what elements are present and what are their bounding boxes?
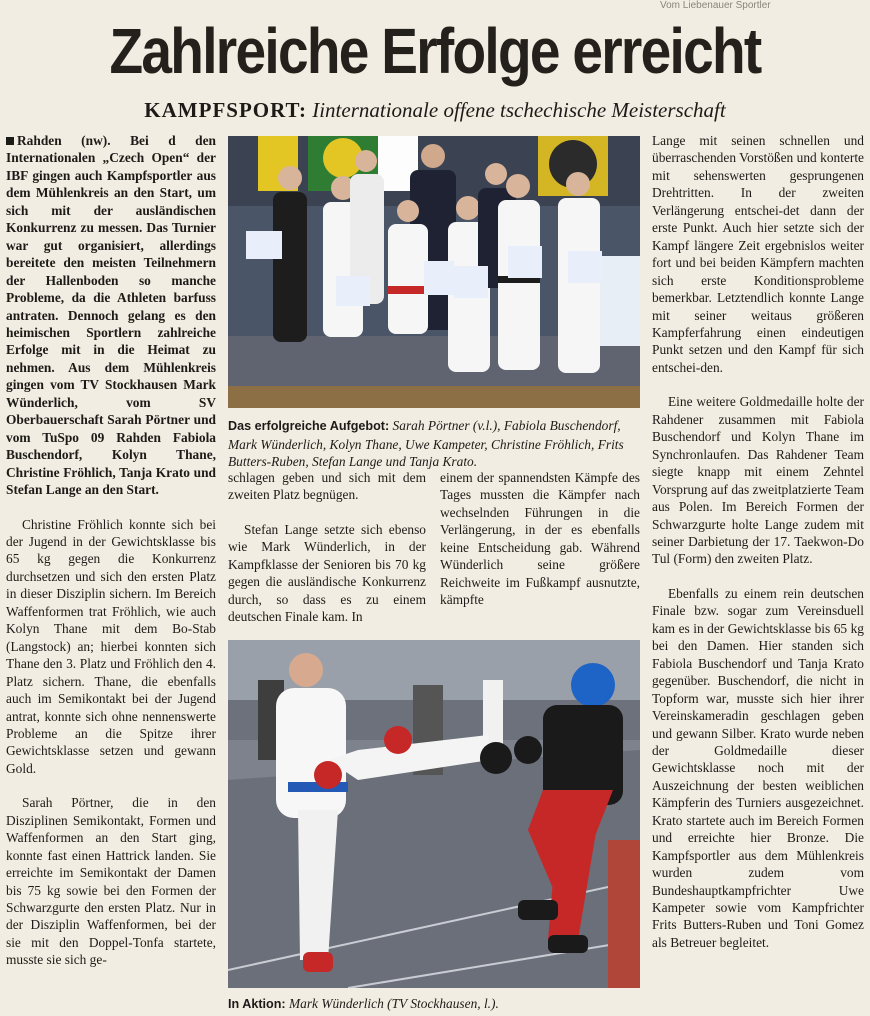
article-column-1	[6, 132, 216, 969]
caption-text: Mark Wünderlich (TV Stockhausen, l.).	[288, 996, 499, 1011]
article-column-4	[652, 132, 864, 951]
article-column-3	[440, 469, 640, 609]
paragraph: Christine Fröhlich konnte sich bei der Jugend in der Gewichtsklasse bis 65 kg gegen die Konkurrenz durchsetzen und sich den ersten Platz in dieser Disziplin sichern. Im Bereich Waffenformen trat Fröhlich, wie auch Kolyn Thane mit dem Bo-Stab (Langstock) an; hierbei konnten sich Thane den 3. Platz und Fröhlich den 4. Platz sichern. Thane, die ebenfalls auch im Semikontakt bei der Jugend antrat, konnte sich ohne nennenswerte Probleme an die Spitze ihrer Gewichtsklasse setzen und gewann Gold.	[6, 516, 216, 776]
subhead	[0, 96, 870, 124]
paragraph: Ebenfalls zu einem rein deutschen Finale bzw. sogar zum Vereinsduell kam es in der Gewichtsklasse bis 65 kg bei den Damen. Hier standen sich Fabiola Buschendorf und Tanja Krato gegenüber. Buschendorf, die nicht in Topform war, musste sich hier ihrer Vereinskameradin geschlagen geben und gewann Silber. Krato wurde neben der Goldmedaille dieser Gewichtsklasse noch mit der Auszeichnung der besten weiblichen Kämpferin des Turniers ausgezeichnet. Krato startete auch im Bereich Formen und erreichte hier Bronze. Die Kampfsportler aus dem Mühlenkreis wurden zudem vom Bundeshauptkampfrichter Uwe Kampeter sowie vom Kampfrichter Frits Butters-Ruben und Toni Gomez als Betreuer begleitet.	[652, 585, 864, 950]
article-column-2	[228, 469, 426, 626]
top-strip: Vom Liebenauer Sportler	[660, 0, 771, 11]
subhead-text: Iinternationale offene tschechische Meisterschaft	[312, 98, 726, 122]
paragraph: Stefan Lange setzte sich ebenso wie Mark Wünderlich, in der Kampfklasse der Senioren bis 70 kg gegen die ausländische Konkurrenz durch, so dass es zu einem deutschen Finale kam. In	[228, 521, 426, 625]
lead-text: Rahden (nw). Bei d den Internationalen „Czech Open“ der IBF gingen auch Kampfsportler aus dem Mühlenkreis an den Start, um sich mit der ausländischen Konkurrenz zu messen. Das Turnier war gut organisiert, allerdings bereitete den meisten Teilnehmern der Hallenboden so manche Probleme, da die Athleten barfuss antraten. Dennoch gelang es den heimischen Sportlern zahlreiche Erfolge mit in die Heimat zu nehmen. Aus dem Mühlenkreis gingen vom TV Stockhausen Mark Wünderlich, vom SV Oberbauerschaft Sarah Pörtner und vom TuSpo 09 Rahden Fabiola Buschendorf, Kolyn Thane, Christine Fröhlich, Tanja Krato und Stefan Lange an den Start.	[6, 133, 216, 498]
subhead-kicker: KAMPFSPORT:	[144, 98, 307, 122]
lead-paragraph	[6, 132, 216, 499]
headline: Zahlreiche Erfolge erreicht	[109, 15, 761, 87]
action-photo-caption	[228, 995, 640, 1014]
paragraph: Sarah Pörtner, die in den Disziplinen Semikontakt, Formen und Waffenformen an den Start ging, konnte fast einen Hattrick landen. Sie erreichte im Semikontakt der Damen bis 75 kg sowie bei den Formen der Schwarzgurte den ersten Platz. Nur in der Disziplin Waffenformen, bei der sie mit den Doppel-Tonfa startete, musste sie sich ge-	[6, 795, 216, 968]
paragraph: schlagen geben und sich mit dem zweiten Platz begnügen.	[228, 470, 426, 503]
paragraph-bullet-icon	[6, 137, 14, 145]
paragraph: einem der spannendsten Kämpfe des Tages mussten die Kämpfer nach wechselnden Führungen in die Verlängerung, in der es ebenfalls keine Entscheidung gab. Während Wünderlich seine größere Reichweite im Fußkampf ausnutzte, kämpfte	[440, 470, 640, 608]
paragraph: Lange mit seinen schnellen und überraschenden Vorstößen und konterte mit sehenswerten gesprungenen Drehtritten. In der zweiten Verlängerung entschei-det dann der erste Punkt. Auch hier setzte sich der Kampf längere Zeit ergebnislos weiter fort und bei beiden Kämpfern machten sich erste Konditionsprobleme bemerkbar. Letztendlich konnte Lange mit seiner weitaus größeren Kampferfahrung einen eindeutigen Punkt setzen und den Kampf für sich entschei-den.	[652, 133, 864, 375]
caption-lead: In Aktion:	[228, 997, 286, 1011]
caption-text: Sarah Pörtner (v.l.), Fabiola Buschendorf, Mark Wünderlich, Kolyn Thane, Uwe Kampeter, Christine Fröhlich, Frits Butters-Ruben, Stefan Lange und Tanja Krato.	[228, 418, 624, 469]
caption-lead: Das erfolgreiche Aufgebot:	[228, 419, 390, 433]
action-photo	[228, 640, 640, 988]
paragraph: Eine weitere Goldmedaille holte der Rahdener zusammen mit Fabiola Buschendorf und Kolyn Thane im Synchronlaufen. Das Rahdener Team siegte knapp mit einem Zehntel Vorsprung auf das zweitplatzierte Team aus Polen. Im Bereich Formen der Schwarzgurte holte Lange zudem mit seiner Darbietung der 17. Taekwon-Do Tul (Form) den zweiten Platz.	[652, 394, 864, 567]
team-photo-caption	[228, 417, 640, 471]
team-photo	[228, 136, 640, 408]
